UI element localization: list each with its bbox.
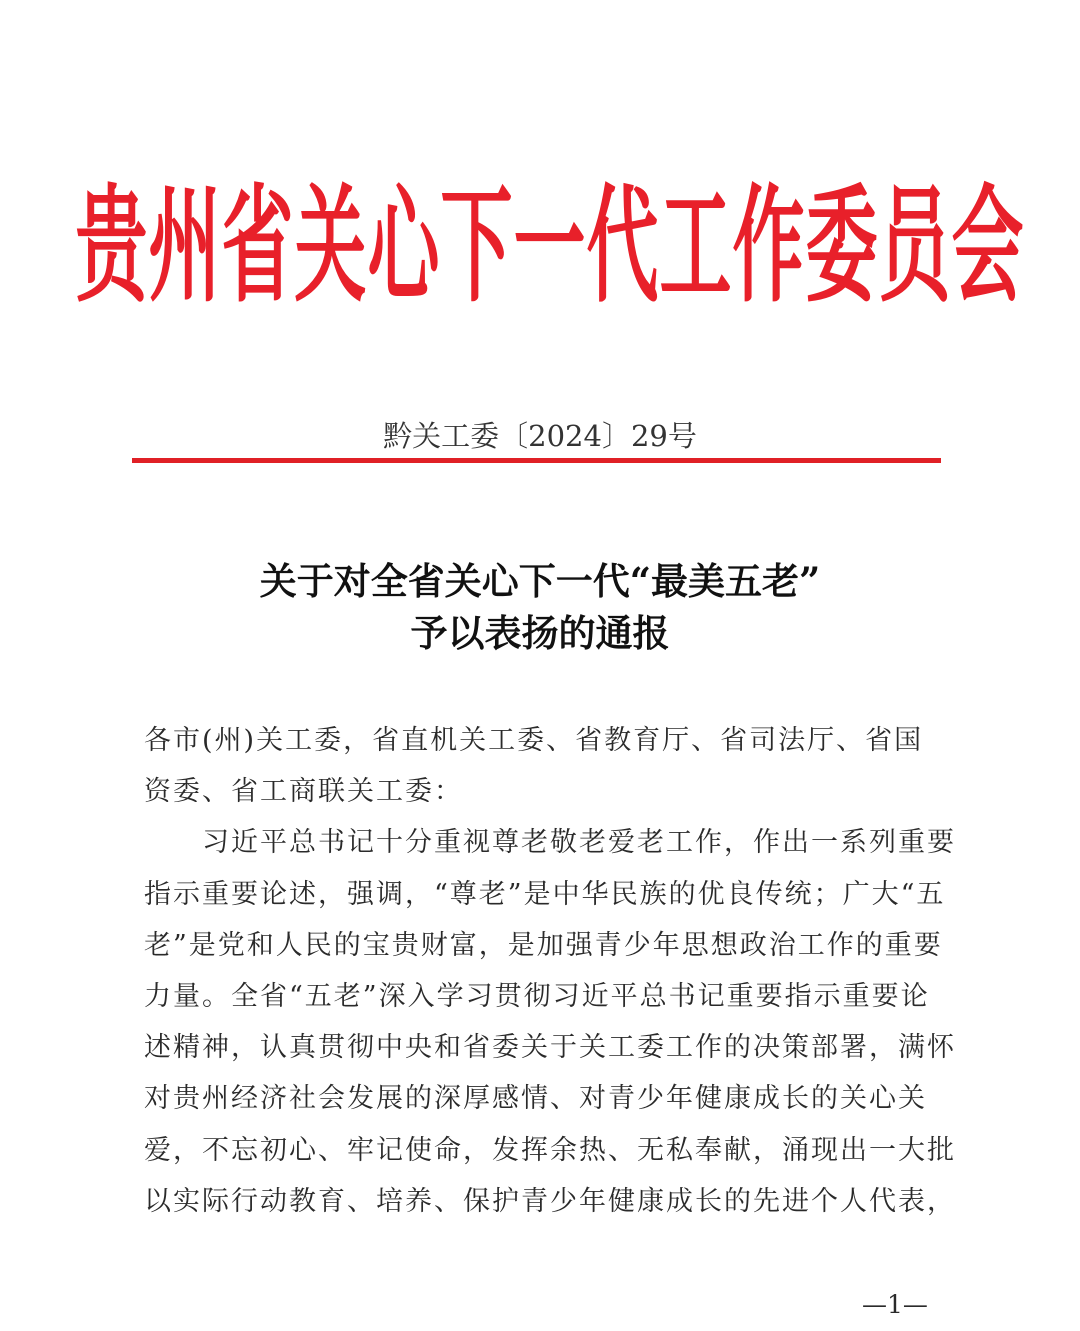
notice-title xyxy=(0,555,1080,659)
notice-title-line-2: 予以表扬的通报 xyxy=(410,611,670,655)
organization-title: 贵州省关心下一代工作委员会 xyxy=(75,172,1025,319)
body-line: 爱，不忘初心、牢记使命，发挥余热、无私奉献，涌现出一大批 xyxy=(144,1134,956,1166)
body-line: 老”是党和人民的宝贵财富，是加强青少年思想政治工作的重要 xyxy=(144,929,943,961)
document-number: 黔关工委〔2024〕29号 xyxy=(383,419,697,453)
notice-title-line-1: 关于对全省关心下一代“最美五老” xyxy=(259,559,821,603)
body-text xyxy=(144,715,956,1227)
body-line: 述精神，认真贯彻中央和省委关于关工委工作的决策部署，满怀 xyxy=(144,1032,956,1064)
red-divider-line xyxy=(132,458,941,463)
body-line: 资委、省工商联关工委： xyxy=(144,776,463,808)
body-line: 各市(州)关工委，省直机关工委、省教育厅、省司法厅、省国 xyxy=(144,725,924,756)
body-line: 对贵州经济社会发展的深厚感情、对青少年健康成长的关心关 xyxy=(144,1083,927,1115)
body-line: 力量。全省“五老”深入学习贯彻习近平总书记重要指示重要论 xyxy=(144,980,930,1012)
body-line: 指示重要论述，强调，“尊老”是中华民族的优良传统；广大“五 xyxy=(144,878,946,910)
body-line: 以实际行动教育、培养、保护青少年健康成长的先进个人代表， xyxy=(144,1185,956,1217)
page-number: —1— xyxy=(862,1290,928,1319)
body-line: 习近平总书记十分重视尊老敬老爱老工作，作出一系列重要 xyxy=(144,827,956,859)
